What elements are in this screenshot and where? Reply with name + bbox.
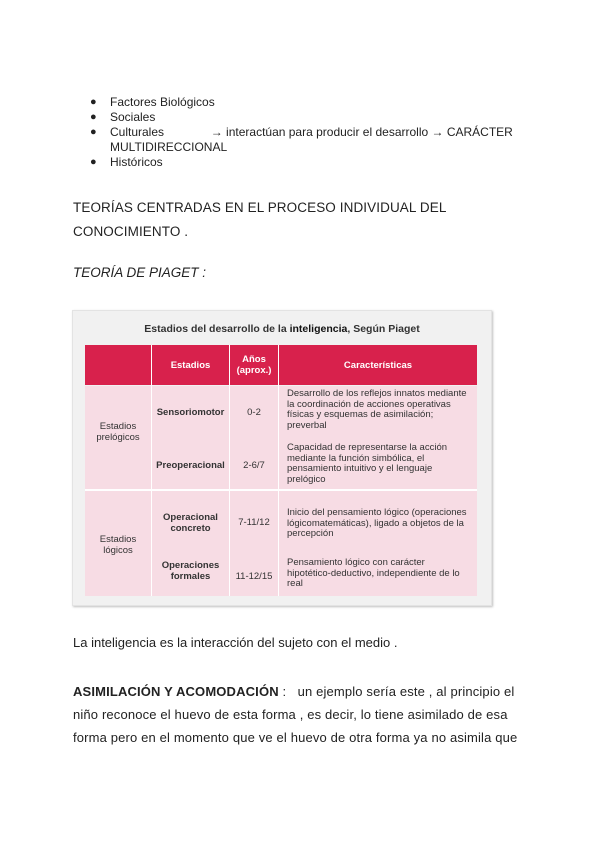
header-cell-features: Características <box>279 345 477 385</box>
list-item-text: Históricos <box>110 155 163 169</box>
bullet-icon: ● <box>90 156 97 168</box>
bullet-icon: ● <box>90 111 97 123</box>
stage-name: Preoperacional <box>156 460 225 471</box>
paragraph-text: un ejemplo sería este , al principio el <box>297 684 515 699</box>
stage-years: 2-6/7 <box>243 460 265 471</box>
paragraph-line: niño reconoce el huevo de esta forma , es decir, lo tiene asimilado de esa <box>73 707 508 722</box>
list-item <box>90 125 550 155</box>
header-cell-blank <box>85 345 151 385</box>
list-item-text: Factores Biológicos <box>110 95 215 109</box>
assimilation-title: ASIMILACIÓN Y ACOMODACIÓN <box>73 684 279 699</box>
piaget-stages-figure <box>72 310 492 606</box>
paragraph-line: forma pero en el momento que ve el huevo de otra forma ya no asimila que <box>73 730 518 745</box>
stage-features: Inicio del pensamiento lógico (operaciones lógicomatemáticas), ligado a objetos de la percepción <box>287 507 467 539</box>
stage-name: Operacional concreto <box>163 512 218 534</box>
column-divider <box>278 345 279 596</box>
stage-name: Operaciones formales <box>161 560 220 582</box>
stage-years: 0-2 <box>247 407 261 418</box>
list-item-text: Culturales <box>110 125 165 139</box>
assimilation-paragraph <box>73 680 543 749</box>
group-label: Estadios prelógicos <box>96 421 140 443</box>
figure-title-bold: inteligencia <box>289 323 348 335</box>
list-item-arrow-text: → interactúan para producir el desarrollo → CARÁCTER <box>210 125 513 139</box>
bullet-icon: ● <box>90 126 97 138</box>
piaget-heading: TEORÍA DE PIAGET : <box>73 265 207 280</box>
intelligence-paragraph: La inteligencia es la interacción del sujeto con el medio . <box>73 635 398 650</box>
bullet-icon: ● <box>90 96 97 108</box>
group-label: Estadios lógicos <box>99 534 137 556</box>
list-item <box>90 95 550 110</box>
list-item <box>90 110 550 125</box>
paragraph-line <box>73 680 543 703</box>
figure-title-prefix: Estadios del desarrollo de la <box>144 323 290 335</box>
stage-years: 11-12/15 <box>235 571 273 582</box>
list-item <box>90 155 550 170</box>
factors-list <box>90 95 550 170</box>
stage-features: Capacidad de representarse la acción mediante la función simbólica, el pensamiento intuitivo y el lenguaje prelógico <box>287 442 448 485</box>
group-divider <box>85 489 477 491</box>
stage-features: Pensamiento lógico con carácter hipotético-deductivo, independiente de lo real <box>287 557 460 589</box>
figure-title <box>73 323 491 335</box>
theories-heading: TEORÍAS CENTRADAS EN EL PROCESO INDIVIDUAL DEL CONOCIMIENTO . <box>73 200 446 239</box>
figure-title-suffix: , Según Piaget <box>347 323 420 335</box>
list-item-text: Sociales <box>110 110 156 124</box>
stage-years: 7-11/12 <box>238 517 270 528</box>
stage-features: Desarrollo de los reflejos innatos mediante la coordinación de acciones operativas físicas y esquemas de asimilación; preverbal <box>287 388 467 431</box>
list-item-continuation: MULTIDIRECCIONAL <box>110 140 228 154</box>
title-separator: : <box>278 684 298 699</box>
stages-table <box>85 345 477 596</box>
header-cell-stages: Estadios <box>152 345 229 385</box>
header-cell-years: Años (aprox.) <box>230 345 278 385</box>
stage-name: Sensoriomotor <box>156 407 225 418</box>
